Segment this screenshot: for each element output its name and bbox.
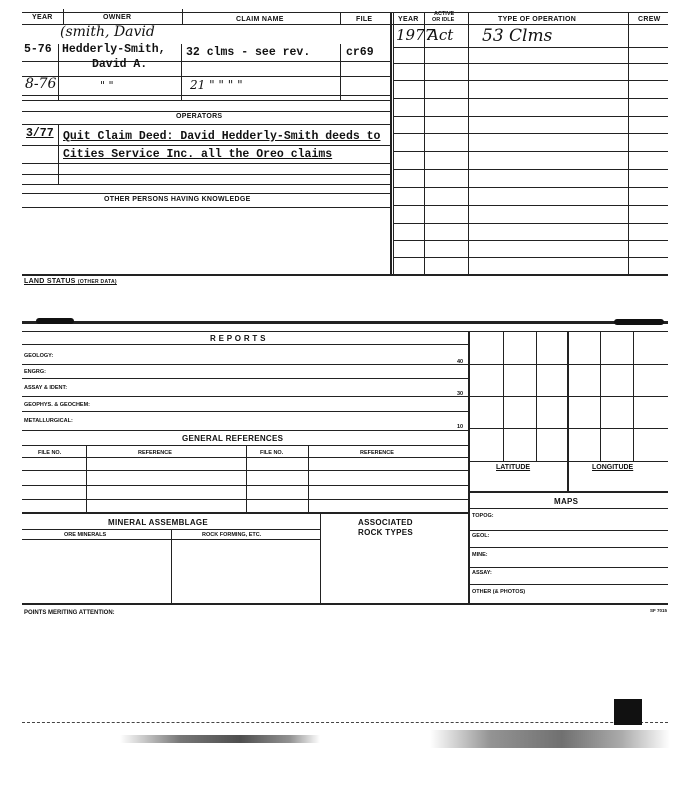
header-file: FILE [356,16,373,23]
owner-row1-file: cr69 [346,46,374,59]
header-type-of-operation: TYPE OF OPERATION [498,16,577,23]
owner-row1-claim: 32 clms - see rev. [186,46,311,59]
maps-assay: ASSAY: [472,570,492,576]
mineral-title: MINERAL ASSEMBLAGE [108,518,209,527]
other-persons-title: OTHER PERSONS HAVING KNOWLEDGE [104,196,251,203]
general-refs-col3: FILE NO. [260,450,284,456]
mineral-assoc-1: ASSOCIATED [358,518,413,527]
operators-title: OPERATORS [176,113,223,120]
reports-title: R E P O R T S [210,334,266,343]
operators-line1: Quit Claim Deed: David Hedderly-Smith deeds to [63,130,381,143]
reports-metallurgical-num: 10 [457,424,464,430]
header-owner: OWNER [103,14,132,21]
reports-engrg: ENGRG: [24,369,46,375]
operation-active: Act [428,26,454,44]
reports-geology-num: 40 [457,359,464,365]
reports-geophys: GEOPHYS. & GEOCHEM: [24,402,91,408]
general-refs-title: GENERAL REFERENCES [182,434,284,443]
scan-black-block [614,699,642,725]
land-status-label [24,278,117,285]
grid-longitude: LONGITUDE [592,464,634,471]
reports-assay-num: 30 [457,391,464,397]
operators-date: 3/77 [26,127,54,140]
owner-row1-name-line2: David A. [92,58,148,71]
scan-noise-band [120,735,320,743]
reports-geology: GEOLOGY: [24,353,54,359]
maps-topog: TOPOG: [472,513,494,519]
maps-geol: GEOL: [472,533,490,539]
points-meriting-attention: POINTS MERITING ATTENTION: [24,610,115,616]
land-status-main: LAND STATUS [24,278,76,285]
header-crew: CREW [638,16,661,23]
general-refs-col1: FILE NO. [38,450,62,456]
operation-type: 53 Clms [482,26,553,46]
owner-row1-year: 5-76 [24,43,52,56]
reports-metallurgical: METALLURGICAL: [24,418,73,424]
owner-row1-name: Hedderly-Smith, [62,43,166,56]
operators-line2: Cities Service Inc. all the Oreo claims [63,148,333,161]
maps-other: OTHER (& PHOTOS) [472,589,526,595]
owner-row2-owner: " " [100,79,114,92]
general-refs-col4: REFERENCE [360,450,394,456]
header-active: ACTIVE [434,11,455,17]
reports-assay: ASSAY & IDENT: [24,385,68,391]
maps-title: MAPS [554,497,579,506]
header-year: YEAR [32,14,53,21]
scan-noise-band-right [430,730,670,748]
owner-row2-claim: 21 " " " " [190,78,243,92]
maps-mine: MINE: [472,552,488,558]
owner-handwritten: (smith, David [60,24,155,40]
grid-latitude: LATITUDE [496,464,531,471]
general-refs-col2: REFERENCE [138,450,172,456]
header-year-right: YEAR [398,16,419,23]
form-number: SF 7015 [650,608,668,613]
operation-year: 1977 [396,26,435,44]
land-status-sub: (OTHER DATA) [77,279,117,285]
mineral-rock: ROCK FORMING, ETC. [202,532,262,538]
owner-row2-year: 8-76 [25,76,57,92]
mineral-ore: ORE MINERALS [64,532,107,538]
header-claim-name: CLAIM NAME [236,16,284,23]
header-or-idle: OR IDLE [432,17,455,23]
mineral-assoc-2: ROCK TYPES [358,528,414,537]
